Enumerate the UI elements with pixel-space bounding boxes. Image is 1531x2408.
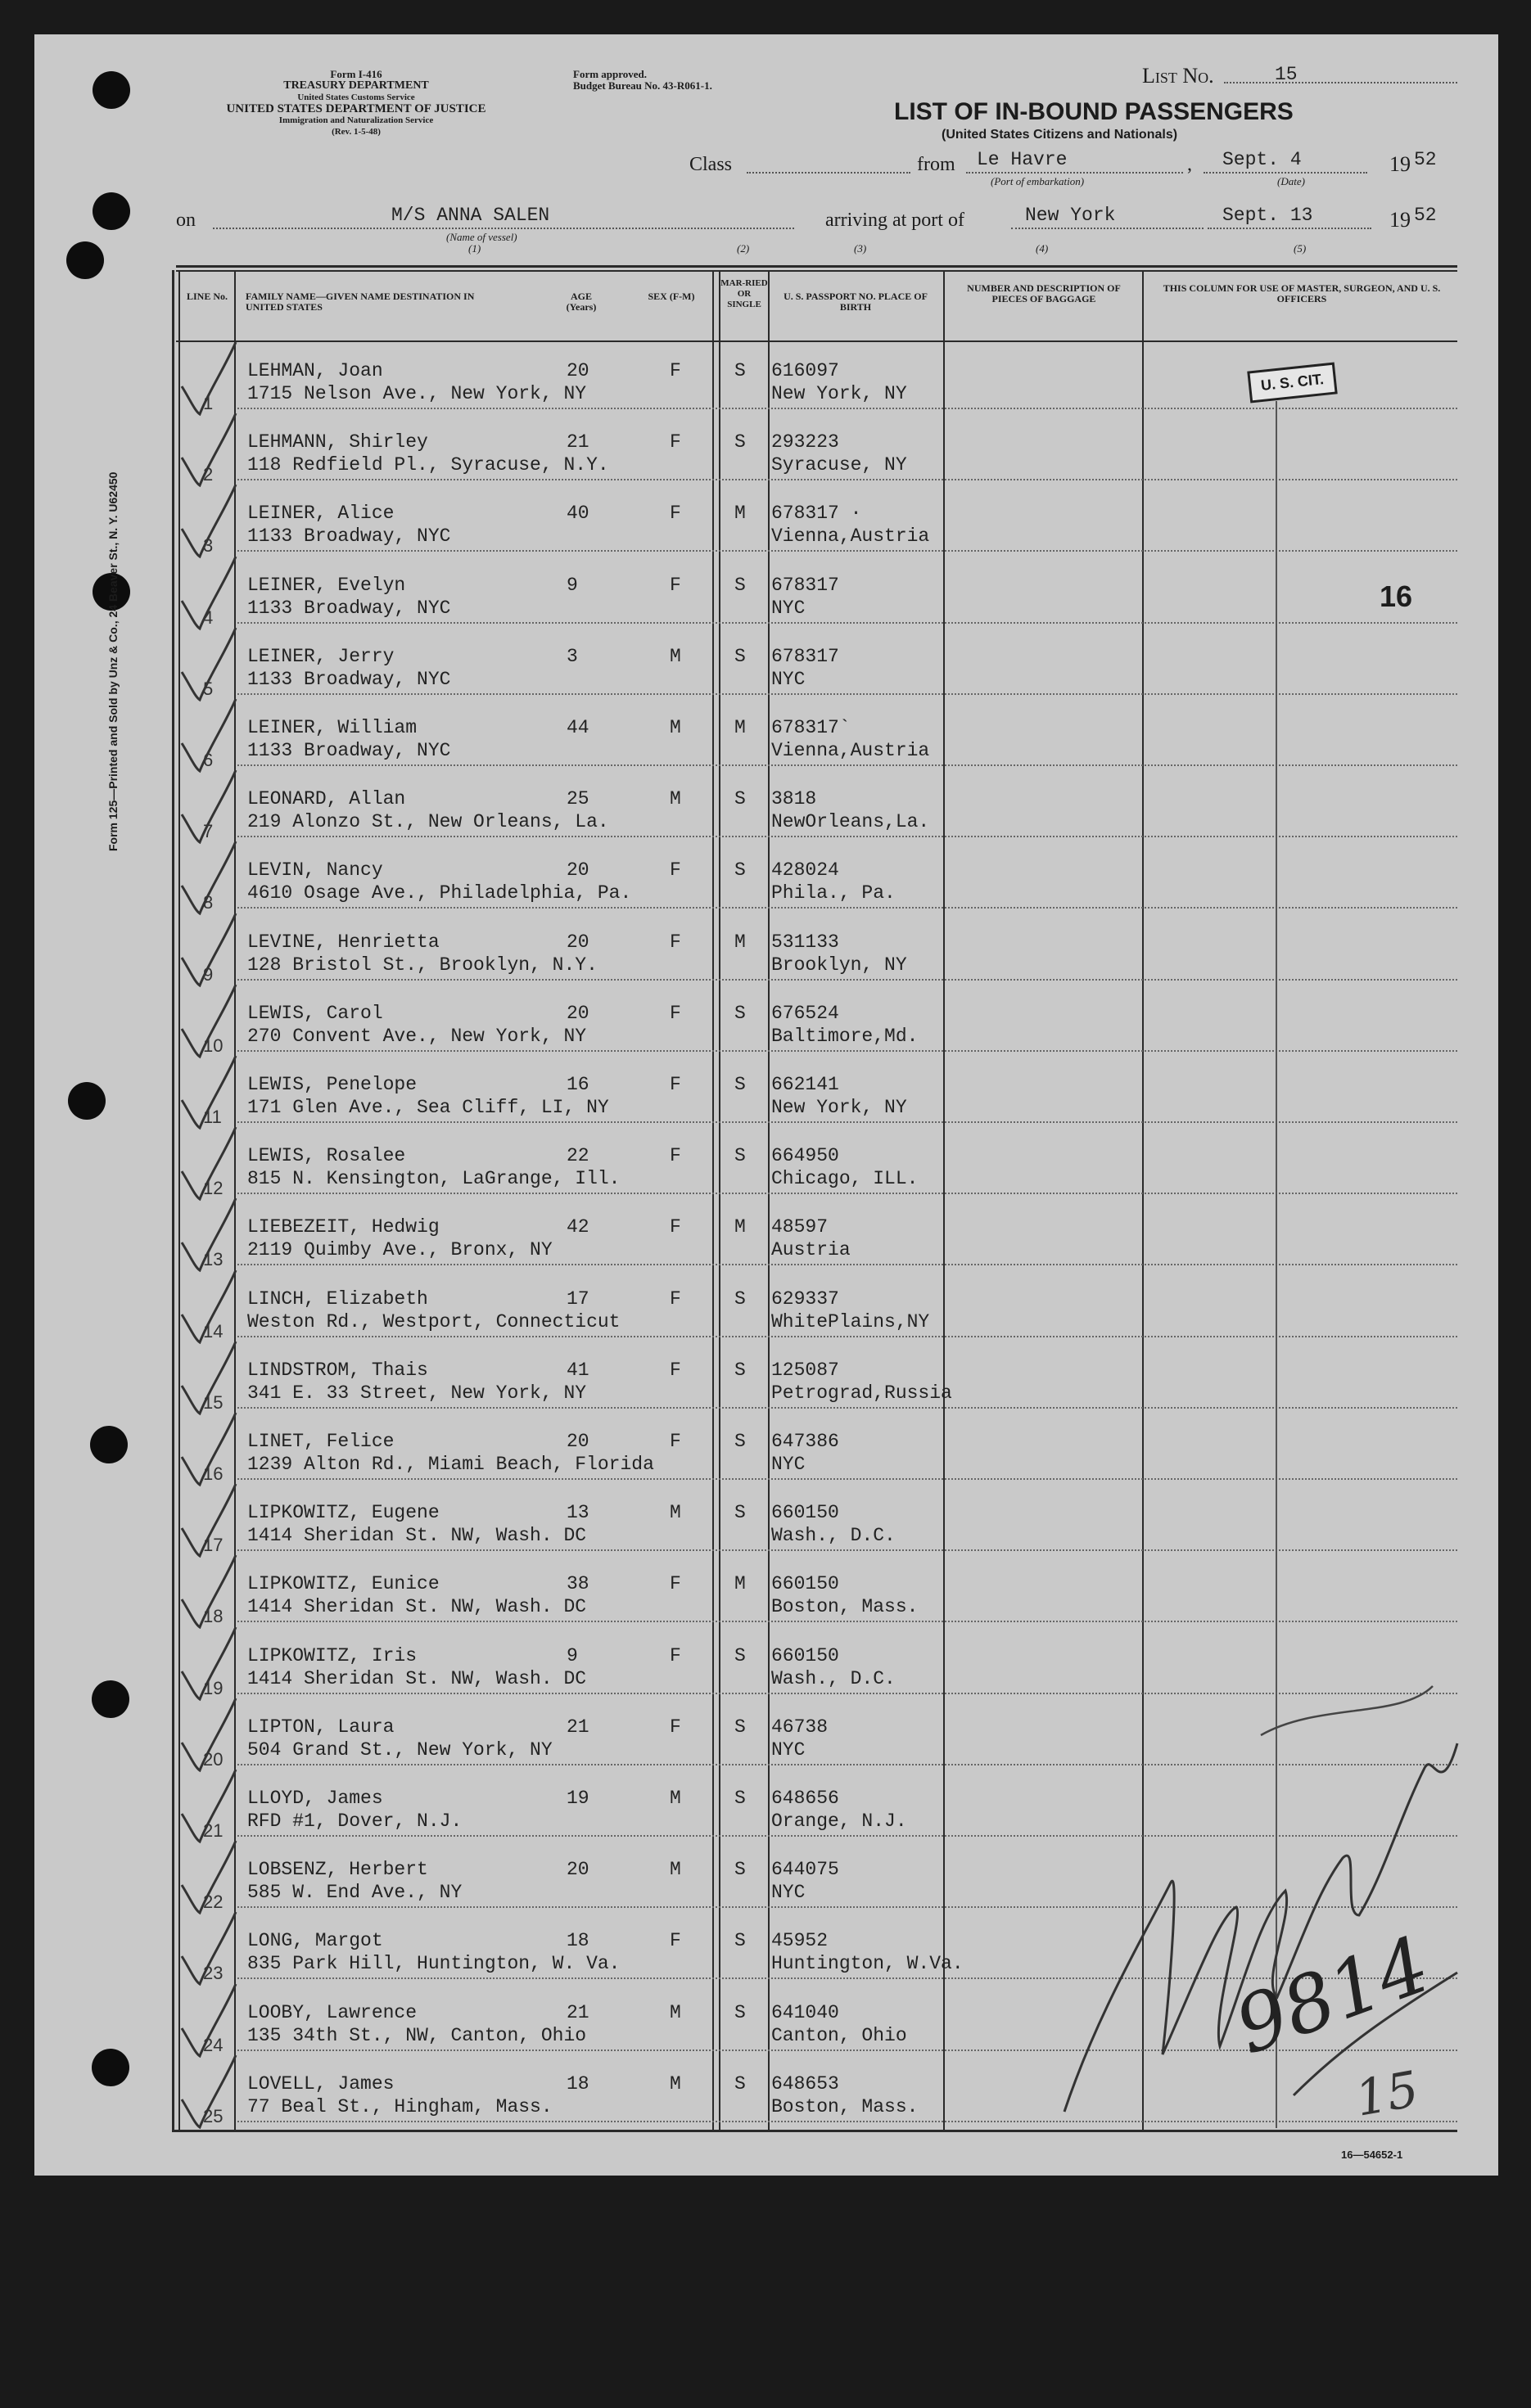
list-no-line (1224, 82, 1457, 83)
passport-number: 641040 (771, 2001, 839, 2023)
row-divider (237, 764, 1457, 766)
place-of-birth: Chicago, ILL. (771, 1168, 919, 1190)
passenger-marital-status: S (734, 1930, 746, 1952)
passenger-sex: F (670, 1216, 681, 1238)
passenger-age: 21 (567, 1716, 589, 1738)
passenger-marital-status: S (734, 360, 746, 381)
passenger-sex: M (670, 2072, 681, 2095)
passenger-address: 219 Alonzo St., New Orleans, La. (247, 811, 609, 833)
line-number: 14 (203, 1320, 224, 1342)
line-number: 1 (203, 393, 214, 413)
place-of-birth: NYC (771, 597, 806, 619)
place-of-birth: Brooklyn, NY (771, 954, 907, 976)
passport-number: 45952 (771, 1930, 829, 1952)
passenger-address: 835 Park Hill, Huntington, W. Va. (247, 1953, 621, 1975)
line-number: 17 (203, 1535, 224, 1556)
place-of-birth: Vienna,Austria (771, 740, 930, 761)
arrival-port-line (1011, 228, 1204, 229)
handwritten-number-2: 15 (1351, 2060, 1423, 2128)
place-of-birth: Phila., Pa. (771, 882, 896, 904)
place-of-birth: Vienna,Austria (771, 525, 930, 548)
ins-label: Immigration and Naturalization Service (278, 115, 434, 125)
place-of-birth: Boston, Mass. (771, 1596, 919, 1618)
passenger-age: 20 (567, 1431, 589, 1452)
line-number: 2 (203, 464, 214, 485)
passenger-sex: F (670, 431, 681, 453)
caption-3: (3) (854, 242, 867, 255)
passenger-sex: F (670, 1287, 681, 1310)
line-number: 18 (203, 1606, 224, 1627)
passenger-name: LINDSTROM, Thais (247, 1359, 428, 1381)
departure-date: Sept. 4 (1222, 149, 1302, 170)
passenger-sex: M (670, 2001, 681, 2023)
line-number: 12 (203, 1178, 224, 1199)
passenger-address: 1414 Sheridan St. NW, Wash. DC (247, 1667, 587, 1689)
passenger-address: 1133 Broadway, NYC (247, 597, 451, 619)
col-divider (768, 270, 770, 2132)
passenger-name: LIEBEZEIT, Hedwig (247, 1216, 440, 1238)
passenger-address: 341 E. 33 Street, New York, NY (247, 1382, 587, 1404)
passport-number: 660150 (771, 1502, 839, 1524)
passenger-marital-status: M (734, 717, 746, 738)
passenger-age: 17 (567, 1287, 589, 1310)
row-divider (237, 836, 1457, 837)
place-of-birth: Wash., D.C. (771, 1667, 896, 1689)
place-of-birth: Wash., D.C. (771, 1525, 896, 1547)
place-of-birth: Baltimore,Md. (771, 1025, 919, 1047)
passenger-age: 13 (567, 1502, 589, 1524)
punch-hole (92, 1680, 129, 1718)
vessel-line (213, 228, 794, 229)
passport-number: 3818 (771, 788, 817, 810)
embark-line (966, 172, 1183, 174)
col-divider (943, 270, 945, 2132)
punch-hole (68, 1082, 106, 1120)
passenger-marital-status: S (734, 645, 746, 667)
place-of-birth: NYC (771, 1454, 806, 1475)
passenger-address: 171 Glen Ave., Sea Cliff, LI, NY (247, 1097, 609, 1118)
caption-5: (5) (1294, 242, 1307, 255)
place-of-birth: Huntington, W.Va. (771, 1953, 964, 1975)
passenger-name: LEINER, Jerry (247, 645, 395, 667)
passenger-sex: F (670, 1145, 681, 1167)
row-divider (237, 1478, 1457, 1480)
row-divider (237, 1264, 1457, 1265)
col-divider (719, 270, 720, 2132)
passenger-name: LIPTON, Laura (247, 1716, 395, 1738)
punch-hole (93, 71, 130, 109)
passenger-sex: F (670, 1644, 681, 1666)
passenger-name: LEINER, William (247, 717, 418, 738)
class-label: Class (689, 154, 733, 175)
row-divider (237, 979, 1457, 981)
col-officers: THIS COLUMN FOR USE OF MASTER, SURGEON, AND U. S. OFFICERS (1163, 282, 1441, 304)
passport-number: 676524 (771, 1002, 839, 1024)
passenger-age: 20 (567, 1859, 589, 1881)
arrival-date: Sept. 13 (1222, 205, 1313, 226)
passenger-address: 1133 Broadway, NYC (247, 740, 451, 761)
passenger-marital-status: S (734, 1074, 746, 1095)
passenger-age: 21 (567, 2001, 589, 2023)
passenger-address: 4610 Osage Ave., Philadelphia, Pa. (247, 882, 632, 904)
passenger-sex: M (670, 1502, 681, 1524)
depart-year: 52 (1414, 149, 1437, 170)
row-divider (237, 693, 1457, 695)
passenger-age: 22 (567, 1145, 589, 1167)
row-divider (237, 1193, 1457, 1194)
passenger-sex: M (670, 1859, 681, 1881)
passport-number: 662141 (771, 1074, 839, 1095)
line-number: 3 (203, 535, 214, 557)
form-agency-block (176, 69, 536, 138)
annotation-number: 16 (1380, 579, 1413, 613)
list-no-label: List No. (1142, 64, 1214, 88)
line-number: 7 (203, 821, 214, 842)
passenger-marital-status: M (734, 931, 746, 953)
passenger-age: 18 (567, 1930, 589, 1952)
line-number: 6 (203, 750, 214, 770)
passenger-marital-status: M (734, 1216, 746, 1238)
vessel-caption: (Name of vessel) (446, 231, 517, 243)
place-of-birth: Petrograd,Russia (771, 1382, 952, 1404)
col-line-no: LINE No. (186, 291, 228, 302)
passenger-marital-status: S (734, 431, 746, 453)
passenger-sex: M (670, 788, 681, 810)
place-of-birth: New York, NY (771, 383, 907, 404)
passenger-age: 9 (567, 1644, 578, 1666)
place-of-birth: Canton, Ohio (771, 2024, 907, 2046)
place-of-birth: Austria (771, 1239, 851, 1261)
caption-1: (1) (468, 242, 481, 255)
row-divider (237, 1050, 1457, 1052)
passenger-address: 2119 Quimby Ave., Bronx, NY (247, 1239, 553, 1261)
place-of-birth: Boston, Mass. (771, 2095, 919, 2117)
passport-number: 531133 (771, 931, 839, 953)
passenger-sex: F (670, 503, 681, 525)
passenger-name: LEVINE, Henrietta (247, 931, 440, 953)
handwritten-signature (1048, 1670, 1474, 2161)
passenger-sex: F (670, 1074, 681, 1095)
col-baggage: NUMBER AND DESCRIPTION OF PIECES OF BAGGAGE (967, 282, 1121, 304)
passport-number: 678317 (771, 574, 839, 596)
passenger-age: 20 (567, 1002, 589, 1024)
passport-number: 48597 (771, 1216, 829, 1238)
line-number: 23 (203, 1963, 224, 1984)
line-number: 20 (203, 1748, 224, 1770)
passenger-sex: F (670, 1359, 681, 1381)
row-divider (237, 622, 1457, 624)
treasury-label: TREASURY DEPARTMENT (283, 79, 429, 92)
passenger-name: LIPKOWITZ, Eunice (247, 1573, 440, 1595)
place-of-birth: WhitePlains,NY (771, 1310, 930, 1333)
passenger-age: 42 (567, 1216, 589, 1238)
passenger-name: LIPKOWITZ, Eugene (247, 1502, 440, 1524)
vessel-name: M/S ANNA SALEN (391, 205, 550, 226)
passenger-sex: F (670, 859, 681, 882)
passport-number: 46738 (771, 1716, 829, 1738)
passenger-name: LINET, Felice (247, 1431, 395, 1452)
passenger-marital-status: S (734, 788, 746, 810)
passenger-marital-status: S (734, 1644, 746, 1666)
passenger-sex: F (670, 360, 681, 381)
arrival-year: 52 (1414, 205, 1437, 226)
header-bottom-border (176, 340, 1457, 342)
passenger-name: LEINER, Evelyn (247, 574, 406, 596)
from-label: from (917, 154, 955, 175)
place-of-birth: NYC (771, 1882, 806, 1904)
passport-number: 660150 (771, 1573, 839, 1595)
row-divider (237, 1336, 1457, 1337)
line-number: 24 (203, 2034, 224, 2055)
arriving-label: arriving at port of (825, 210, 964, 231)
passenger-marital-status: S (734, 859, 746, 882)
line-number: 19 (203, 1677, 224, 1698)
on-label: on (176, 210, 196, 231)
passenger-address: 504 Grand St., New York, NY (247, 1738, 553, 1761)
passenger-marital-status: S (734, 1859, 746, 1881)
form-approved: Form approved. (573, 68, 648, 80)
passenger-name: LOVELL, James (247, 2072, 395, 2095)
passport-number: 648656 (771, 1788, 839, 1809)
line-number: 21 (203, 1820, 224, 1841)
passport-number: 678317 · (771, 503, 862, 525)
passenger-marital-status: S (734, 1431, 746, 1452)
passenger-age: 25 (567, 788, 589, 810)
passenger-marital-status: S (734, 1716, 746, 1738)
passenger-sex: F (670, 1431, 681, 1452)
passport-number: 428024 (771, 859, 839, 882)
col-sex: SEX (F-M) (648, 291, 695, 302)
passport-number: 678317 (771, 645, 839, 667)
passenger-age: 41 (567, 1359, 589, 1381)
passenger-name: LOBSENZ, Herbert (247, 1859, 428, 1881)
passenger-age: 3 (567, 645, 578, 667)
col-divider (172, 270, 174, 2132)
passenger-marital-status: S (734, 1502, 746, 1524)
budget-bureau: Budget Bureau No. 43-R061-1. (573, 79, 712, 92)
line-number: 25 (203, 2105, 224, 2126)
passenger-name: LEVIN, Nancy (247, 859, 383, 882)
row-divider (237, 1549, 1457, 1551)
punch-hole (93, 192, 130, 230)
port-of-embarkation: Le Havre (977, 149, 1068, 170)
passenger-name: LEWIS, Penelope (247, 1074, 418, 1095)
check-mark (175, 2049, 241, 2139)
embark-caption: (Port of embarkation) (991, 175, 1085, 187)
punch-hole (92, 2049, 129, 2086)
passenger-address: 585 W. End Ave., NY (247, 1882, 463, 1904)
line-number: 8 (203, 892, 214, 913)
passenger-marital-status: S (734, 2072, 746, 2095)
form-id: Form I-416 (330, 68, 382, 80)
passenger-sex: M (670, 645, 681, 667)
place-of-birth: New York, NY (771, 1097, 907, 1118)
passenger-marital-status: S (734, 1287, 746, 1310)
row-divider (237, 1621, 1457, 1622)
list-no-value: 15 (1275, 64, 1298, 85)
passenger-marital-status: S (734, 1359, 746, 1381)
col-divider (712, 270, 714, 2132)
passenger-address: 1239 Alton Rd., Miami Beach, Florida (247, 1454, 654, 1475)
place-of-birth: Syracuse, NY (771, 454, 907, 476)
passport-number: 648653 (771, 2072, 839, 2095)
printer-imprint: Form 125—Printed and Sold by Unz & Co., 24 Beaver St., N. Y. U62450 (106, 471, 120, 851)
col-age: AGE (Years) (566, 291, 597, 313)
passenger-address: 135 34th St., NW, Canton, Ohio (247, 2024, 587, 2046)
line-number: 16 (203, 1463, 224, 1484)
passport-number: 644075 (771, 1859, 839, 1881)
passenger-address: RFD #1, Dover, N.J. (247, 1811, 463, 1832)
passenger-age: 21 (567, 431, 589, 453)
passenger-sex: F (670, 1716, 681, 1738)
passport-number: 647386 (771, 1431, 839, 1452)
passport-number: 629337 (771, 1287, 839, 1310)
place-of-birth: NYC (771, 1738, 806, 1761)
passenger-name: LEWIS, Rosalee (247, 1145, 406, 1167)
passport-number: 660150 (771, 1644, 839, 1666)
passenger-marital-status: S (734, 1002, 746, 1024)
passenger-name: LEWIS, Carol (247, 1002, 383, 1024)
passenger-age: 20 (567, 859, 589, 882)
punch-hole (66, 241, 104, 279)
passenger-age: 44 (567, 717, 589, 738)
page-title: LIST OF IN-BOUND PASSENGERS (894, 98, 1294, 125)
passenger-sex: F (670, 1930, 681, 1952)
passenger-age: 18 (567, 2072, 589, 2095)
passenger-name: LEINER, Alice (247, 503, 395, 525)
us-citizen-stamp: U. S. CIT. (1247, 363, 1338, 404)
passenger-marital-status: S (734, 1145, 746, 1167)
date-caption: (Date) (1277, 175, 1305, 187)
arrival-port: New York (1025, 205, 1116, 226)
table-top-border (176, 270, 1457, 272)
passenger-sex: F (670, 931, 681, 953)
passenger-sex: M (670, 1788, 681, 1809)
comma: , (1187, 154, 1192, 175)
class-line (747, 172, 910, 174)
customs-label: United States Customs Service (297, 92, 415, 102)
handwritten-number: 9814 (1224, 1919, 1442, 2072)
passenger-name: LEHMANN, Shirley (247, 431, 428, 453)
place-of-birth: NYC (771, 668, 806, 690)
passenger-age: 9 (567, 574, 578, 596)
passenger-address: 1414 Sheridan St. NW, Wash. DC (247, 1525, 587, 1547)
passenger-age: 16 (567, 1074, 589, 1095)
place-of-birth: NewOrleans,La. (771, 811, 930, 833)
place-of-birth: Orange, N.J. (771, 1811, 907, 1832)
passenger-name: LIPKOWITZ, Iris (247, 1644, 418, 1666)
passenger-sex: F (670, 574, 681, 596)
page-subtitle: (United States Citizens and Nationals) (942, 128, 1178, 142)
line-number: 9 (203, 963, 214, 985)
caption-4: (4) (1036, 242, 1049, 255)
arrival-year-prefix: 19 (1389, 208, 1411, 232)
passenger-marital-status: S (734, 2001, 746, 2023)
passenger-address: 1414 Sheridan St. NW, Wash. DC (247, 1596, 587, 1618)
row-divider (237, 550, 1457, 552)
passenger-name: LINCH, Elizabeth (247, 1287, 428, 1310)
line-number: 15 (203, 1391, 224, 1413)
passenger-sex: F (670, 1573, 681, 1595)
table-top-border (176, 265, 1457, 268)
passenger-address: 1715 Nelson Ave., New York, NY (247, 383, 587, 404)
passenger-age: 38 (567, 1573, 589, 1595)
passenger-address: 77 Beal St., Hingham, Mass. (247, 2095, 553, 2117)
passenger-age: 20 (567, 360, 589, 381)
line-number: 11 (203, 1107, 222, 1127)
passenger-marital-status: S (734, 574, 746, 596)
passenger-address: 118 Redfield Pl., Syracuse, N.Y. (247, 454, 609, 476)
col-passport: U. S. PASSPORT NO. PLACE OF BIRTH (784, 291, 928, 313)
passenger-name: LEONARD, Allan (247, 788, 406, 810)
passenger-address: 815 N. Kensington, LaGrange, Ill. (247, 1168, 621, 1190)
passenger-age: 19 (567, 1788, 589, 1809)
row-divider (237, 408, 1457, 409)
passport-number: 616097 (771, 360, 839, 381)
revision-label: (Rev. 1-5-48) (332, 127, 381, 137)
col-name: FAMILY NAME—GIVEN NAME DESTINATION IN UNITED STATES (246, 291, 475, 313)
row-divider (237, 1407, 1457, 1409)
passenger-marital-status: M (734, 1573, 746, 1595)
passenger-marital-status: M (734, 503, 746, 525)
col-married: MAR-RIED OR SINGLE (720, 278, 768, 309)
date-line (1204, 172, 1367, 174)
passport-number: 678317` (771, 717, 851, 738)
passenger-age: 40 (567, 503, 589, 525)
line-number: 5 (203, 678, 214, 699)
row-divider (237, 479, 1457, 480)
passport-number: 664950 (771, 1145, 839, 1167)
punch-hole (90, 1426, 128, 1463)
passenger-name: LOOBY, Lawrence (247, 2001, 418, 2023)
passenger-name: LEHMAN, Joan (247, 360, 383, 381)
passport-number: 125087 (771, 1359, 839, 1381)
passenger-address: Weston Rd., Westport, Connecticut (247, 1310, 621, 1333)
passenger-marital-status: S (734, 1788, 746, 1809)
passenger-address: 270 Convent Ave., New York, NY (247, 1025, 587, 1047)
line-number: 13 (203, 1249, 224, 1270)
passenger-address: 1133 Broadway, NYC (247, 668, 451, 690)
passenger-address: 128 Bristol St., Brooklyn, N.Y. (247, 954, 598, 976)
passenger-name: LLOYD, James (247, 1788, 383, 1809)
passenger-sex: M (670, 717, 681, 738)
line-number: 22 (203, 1892, 224, 1913)
passenger-sex: F (670, 1002, 681, 1024)
passenger-address: 1133 Broadway, NYC (247, 525, 451, 548)
footer-code: 16—54652-1 (1341, 2149, 1403, 2161)
row-divider (237, 1121, 1457, 1123)
passenger-name: LONG, Margot (247, 1930, 383, 1952)
passport-number: 293223 (771, 431, 839, 453)
passenger-age: 20 (567, 931, 589, 953)
row-divider (237, 907, 1457, 909)
caption-2: (2) (737, 242, 750, 255)
line-number: 4 (203, 607, 214, 628)
approval-block (573, 69, 712, 92)
arrival-date-line (1208, 228, 1371, 229)
line-number: 10 (203, 1035, 224, 1056)
depart-year-prefix: 19 (1389, 152, 1411, 176)
justice-label: UNITED STATES DEPARTMENT OF JUSTICE (226, 102, 486, 115)
